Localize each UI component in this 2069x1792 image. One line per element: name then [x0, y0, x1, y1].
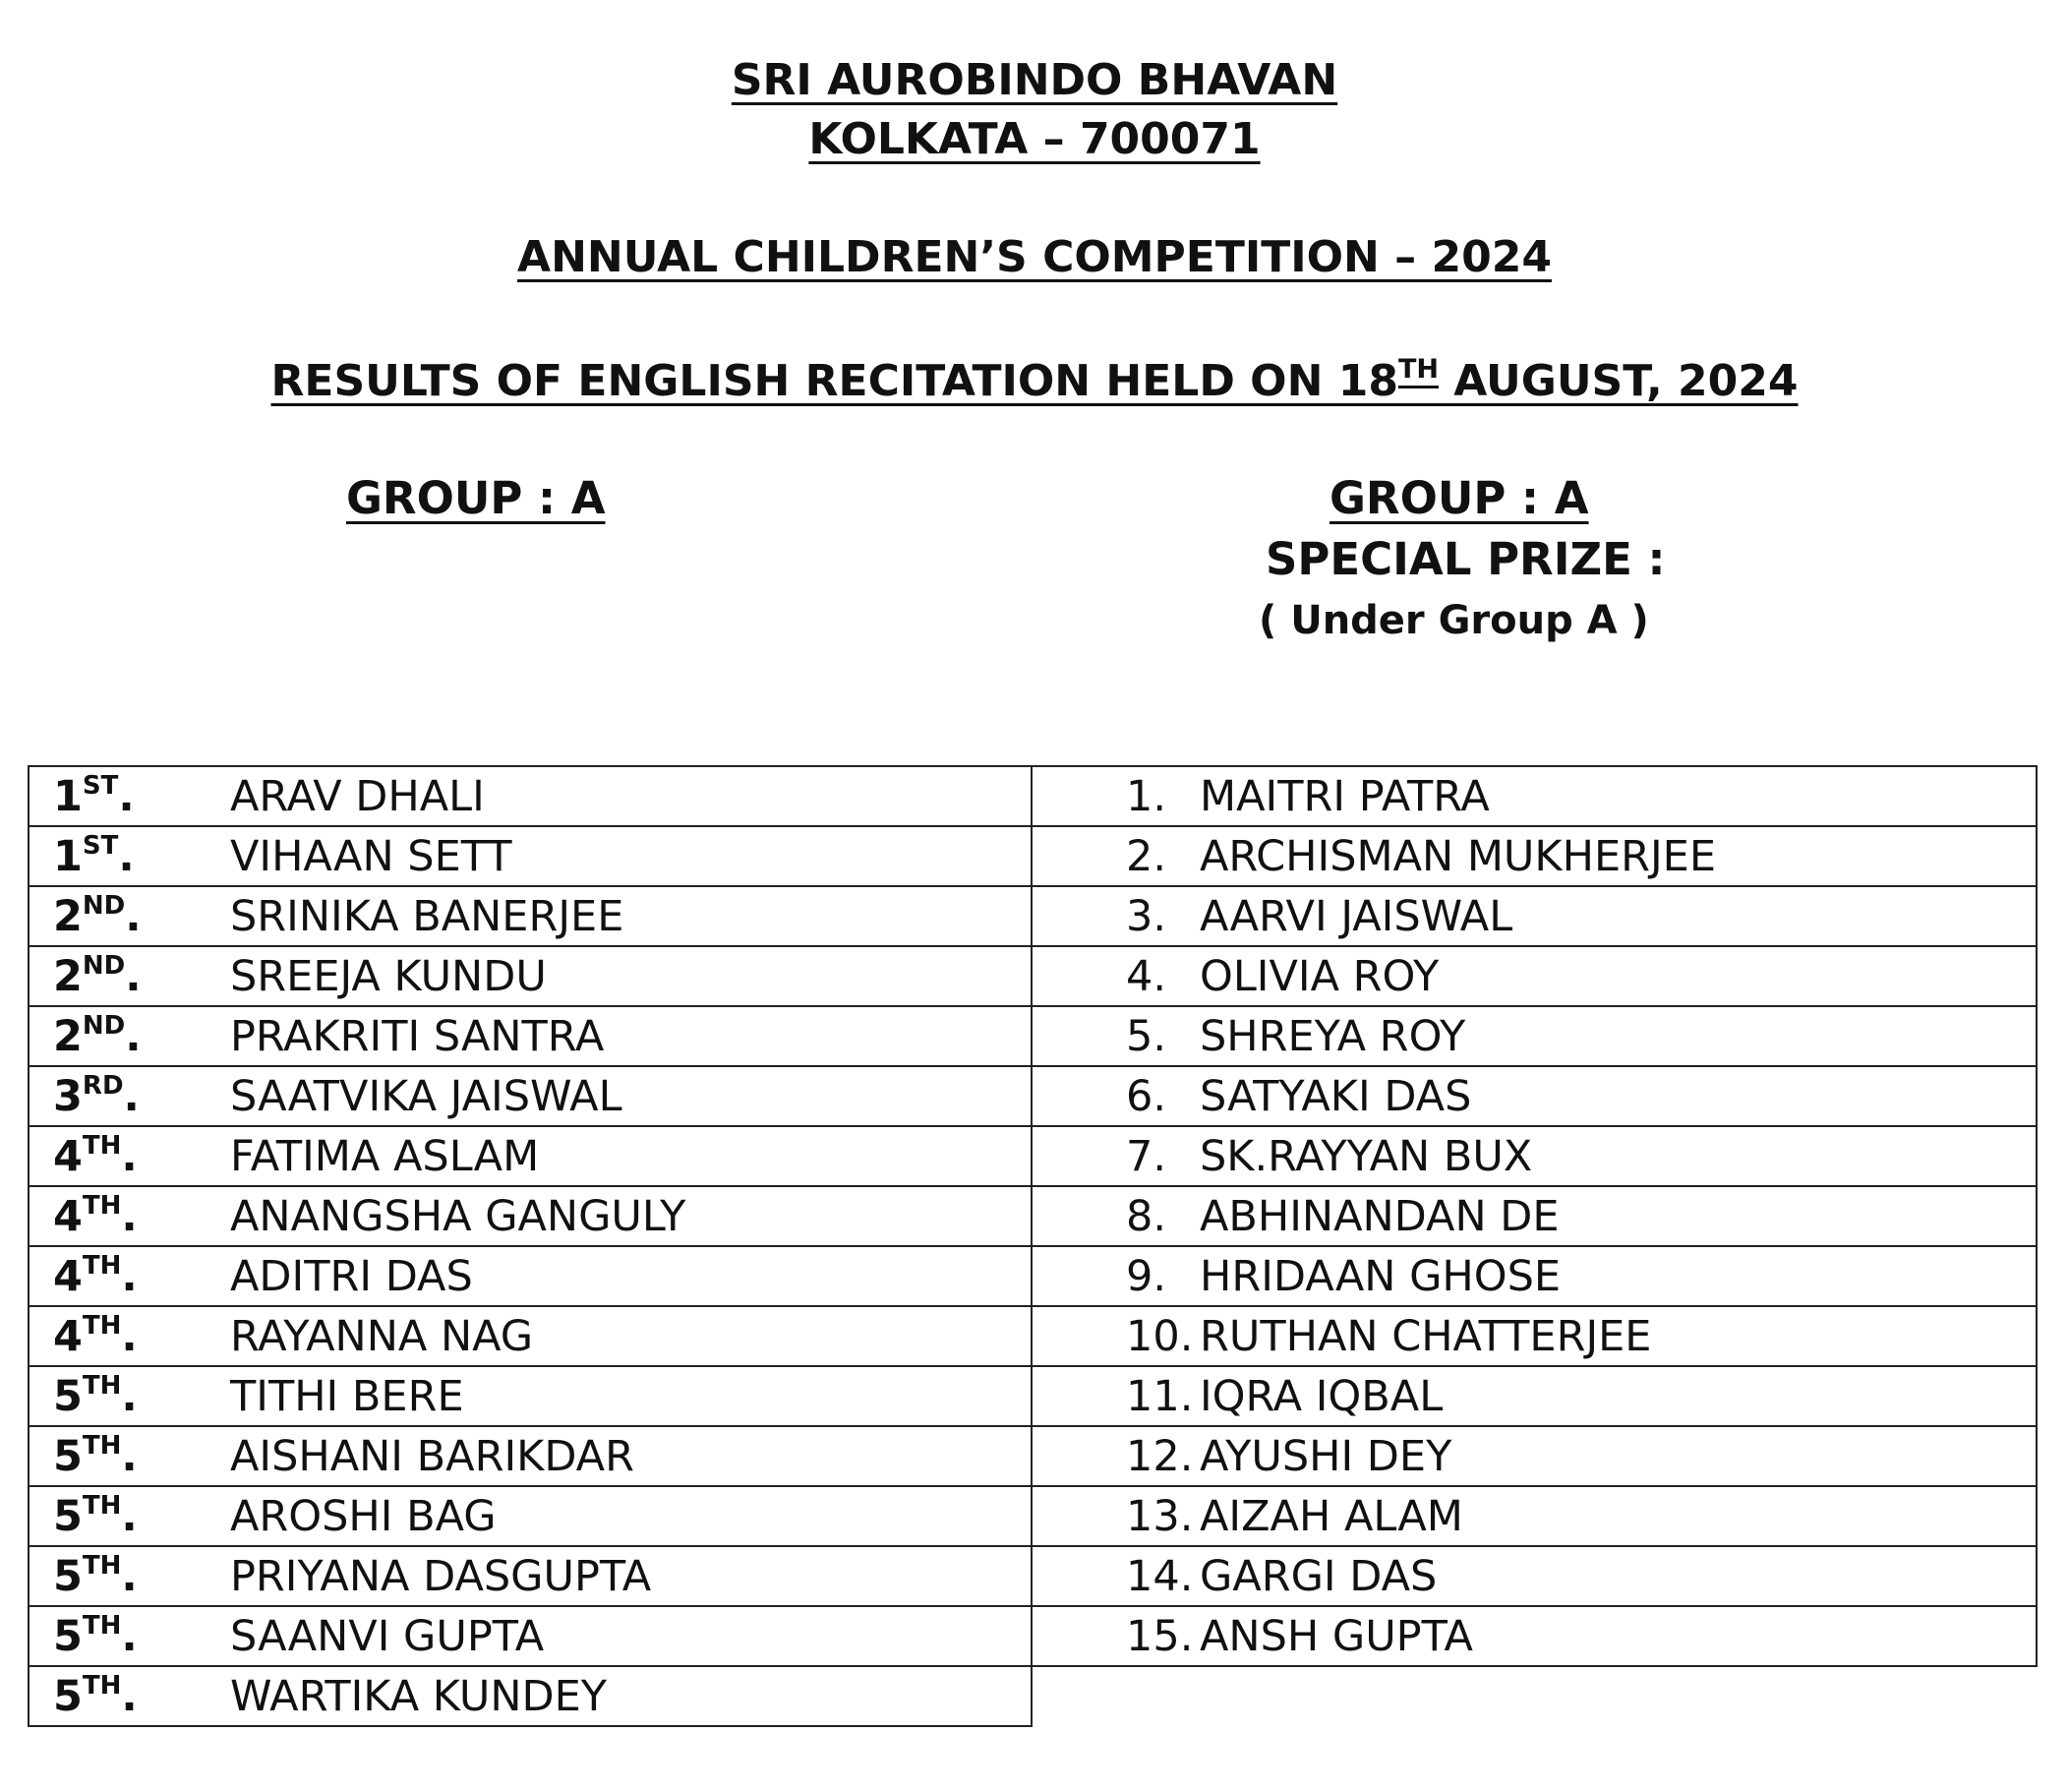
table-row [29, 826, 1032, 886]
table-row [29, 1066, 1032, 1126]
rank-cell [29, 1006, 1032, 1066]
right-group-title: GROUP : A [1330, 472, 1589, 524]
table-row [1032, 1546, 2037, 1606]
participant-name: SREEJA KUNDU [230, 952, 547, 1001]
left-results-table [28, 765, 1033, 1727]
participant-name: RUTHAN CHATTERJEE [1200, 1311, 1652, 1361]
serial-number: 11. [1126, 1371, 1194, 1421]
special-prize-cell [1032, 766, 2037, 826]
rank-cell [29, 1426, 1032, 1486]
participant-name: SAANVI GUPTA [230, 1612, 545, 1661]
table-row [29, 1426, 1032, 1486]
participant-name: ABHINANDAN DE [1200, 1191, 1560, 1241]
serial-number: 13. [1126, 1491, 1194, 1541]
special-prize-cell [1032, 826, 2037, 886]
table-row [29, 886, 1032, 946]
table-row [1032, 1126, 2037, 1186]
participant-name: SRINIKA BANERJEE [230, 892, 624, 941]
competition-title: ANNUAL CHILDREN’S COMPETITION – 2024 [517, 232, 1552, 282]
table-row [29, 1606, 1032, 1666]
participant-name: AYUSHI DEY [1200, 1431, 1452, 1481]
participant-name: SHREYA ROY [1200, 1011, 1466, 1061]
special-prize-cell [1032, 1126, 2037, 1186]
table-row [1032, 886, 2037, 946]
org-title: SRI AUROBINDO BHAVAN [731, 55, 1338, 105]
table-row [29, 1126, 1032, 1186]
table-row [29, 1246, 1032, 1306]
participant-name: AROSHI BAG [230, 1492, 497, 1541]
special-prize-cell [1032, 1246, 2037, 1306]
serial-number: 12. [1126, 1431, 1194, 1481]
table-row [1032, 1006, 2037, 1066]
participant-name: SATYAKI DAS [1200, 1071, 1472, 1121]
right-results-table [1031, 765, 2038, 1667]
rank-cell [29, 1306, 1032, 1366]
rank-cell [29, 1126, 1032, 1186]
participant-name: ARAV DHALI [230, 772, 485, 821]
rank-cell [29, 1066, 1032, 1126]
rank-cell [29, 766, 1032, 826]
rank-label: 5TH. [53, 1611, 138, 1661]
rank-label: 2ND. [53, 891, 142, 941]
left-group-title: GROUP : A [346, 472, 606, 524]
rank-label: 5TH. [53, 1431, 138, 1481]
special-prize-title: SPECIAL PRIZE : [1266, 533, 1666, 585]
special-prize-cell [1032, 1366, 2037, 1426]
special-prize-cell [1032, 1486, 2037, 1546]
rank-label: 5TH. [53, 1551, 138, 1601]
special-prize-cell [1032, 946, 2037, 1006]
table-row [29, 946, 1032, 1006]
table-row [1032, 1306, 2037, 1366]
table-row [1032, 1366, 2037, 1426]
special-prize-cell [1032, 886, 2037, 946]
city-title: KOLKATA – 700071 [808, 114, 1261, 164]
rank-label: 2ND. [53, 1011, 142, 1061]
participant-name: HRIDAAN GHOSE [1200, 1251, 1562, 1301]
rank-label: 4TH. [53, 1251, 138, 1301]
participant-name: FATIMA ASLAM [230, 1132, 540, 1181]
table-row [29, 1186, 1032, 1246]
participant-name: AISHANI BARIKDAR [230, 1432, 634, 1481]
participant-name: AARVI JAISWAL [1200, 891, 1513, 941]
participant-name: IQRA IQBAL [1200, 1371, 1444, 1421]
participant-name: GARGI DAS [1200, 1551, 1438, 1601]
rank-cell [29, 826, 1032, 886]
special-prize-cell [1032, 1546, 2037, 1606]
rank-cell [29, 1366, 1032, 1426]
serial-number: 15. [1126, 1611, 1194, 1661]
serial-number: 14. [1126, 1551, 1194, 1601]
special-prize-cell [1032, 1426, 2037, 1486]
rank-cell [29, 946, 1032, 1006]
special-prize-cell [1032, 1306, 2037, 1366]
table-row [29, 1666, 1032, 1726]
rank-cell [29, 1186, 1032, 1246]
rank-cell [29, 886, 1032, 946]
special-prize-note: ( Under Group A ) [1259, 598, 1649, 643]
table-row [1032, 1426, 2037, 1486]
rank-label: 3RD. [53, 1071, 140, 1121]
special-prize-cell [1032, 1006, 2037, 1066]
rank-cell [29, 1246, 1032, 1306]
participant-name: SK.RAYYAN BUX [1200, 1131, 1533, 1181]
table-row [1032, 766, 2037, 826]
rank-cell [29, 1546, 1032, 1606]
participant-name: RAYANNA NAG [230, 1312, 534, 1361]
table-row [29, 1366, 1032, 1426]
serial-number: 1. [1126, 771, 1167, 821]
rank-label: 5TH. [53, 1491, 138, 1541]
participant-name: ARCHISMAN MUKHERJEE [1200, 831, 1717, 881]
special-prize-cell [1032, 1606, 2037, 1666]
table-row [1032, 946, 2037, 1006]
table-row [29, 1306, 1032, 1366]
rank-label: 1ST. [53, 771, 135, 821]
participant-name: SAATVIKA JAISWAL [230, 1072, 622, 1121]
participant-name: WARTIKA KUNDEY [230, 1672, 608, 1721]
participant-name: ADITRI DAS [230, 1252, 473, 1301]
participant-name: PRAKRITI SANTRA [230, 1012, 605, 1061]
serial-number: 4. [1126, 951, 1167, 1001]
rank-label: 4TH. [53, 1131, 138, 1181]
table-row [1032, 1066, 2037, 1126]
serial-number: 6. [1126, 1071, 1167, 1121]
table-row [1032, 1486, 2037, 1546]
results-heading: RESULTS OF ENGLISH RECITATION HELD ON 18TH AUGUST, 2024 [270, 354, 1799, 406]
rank-label: 5TH. [53, 1371, 138, 1421]
serial-number: 5. [1126, 1011, 1167, 1061]
serial-number: 7. [1126, 1131, 1167, 1181]
rank-cell [29, 1486, 1032, 1546]
serial-number: 3. [1126, 891, 1167, 941]
serial-number: 9. [1126, 1251, 1167, 1301]
rank-cell [29, 1666, 1032, 1726]
rank-label: 1ST. [53, 831, 135, 881]
table-row [1032, 1246, 2037, 1306]
serial-number: 2. [1126, 831, 1167, 881]
participant-name: MAITRI PATRA [1200, 771, 1490, 821]
special-prize-cell [1032, 1186, 2037, 1246]
rank-label: 5TH. [53, 1671, 138, 1721]
rank-label: 4TH. [53, 1311, 138, 1361]
table-row [1032, 1186, 2037, 1246]
table-row [29, 1006, 1032, 1066]
participant-name: VIHAAN SETT [230, 832, 512, 881]
rank-label: 4TH. [53, 1191, 138, 1241]
rank-cell [29, 1606, 1032, 1666]
table-row [29, 1546, 1032, 1606]
participant-name: AIZAH ALAM [1200, 1491, 1463, 1541]
serial-number: 8. [1126, 1191, 1167, 1241]
serial-number: 10. [1126, 1311, 1194, 1361]
participant-name: ANSH GUPTA [1200, 1611, 1473, 1661]
table-row [1032, 826, 2037, 886]
table-row [29, 1486, 1032, 1546]
participant-name: ANANGSHA GANGULY [230, 1192, 686, 1241]
participant-name: TITHI BERE [230, 1372, 464, 1421]
rank-label: 2ND. [53, 951, 142, 1001]
table-row [29, 766, 1032, 826]
special-prize-cell [1032, 1066, 2037, 1126]
participant-name: PRIYANA DASGUPTA [230, 1552, 652, 1601]
table-row [1032, 1606, 2037, 1666]
participant-name: OLIVIA ROY [1200, 951, 1440, 1001]
